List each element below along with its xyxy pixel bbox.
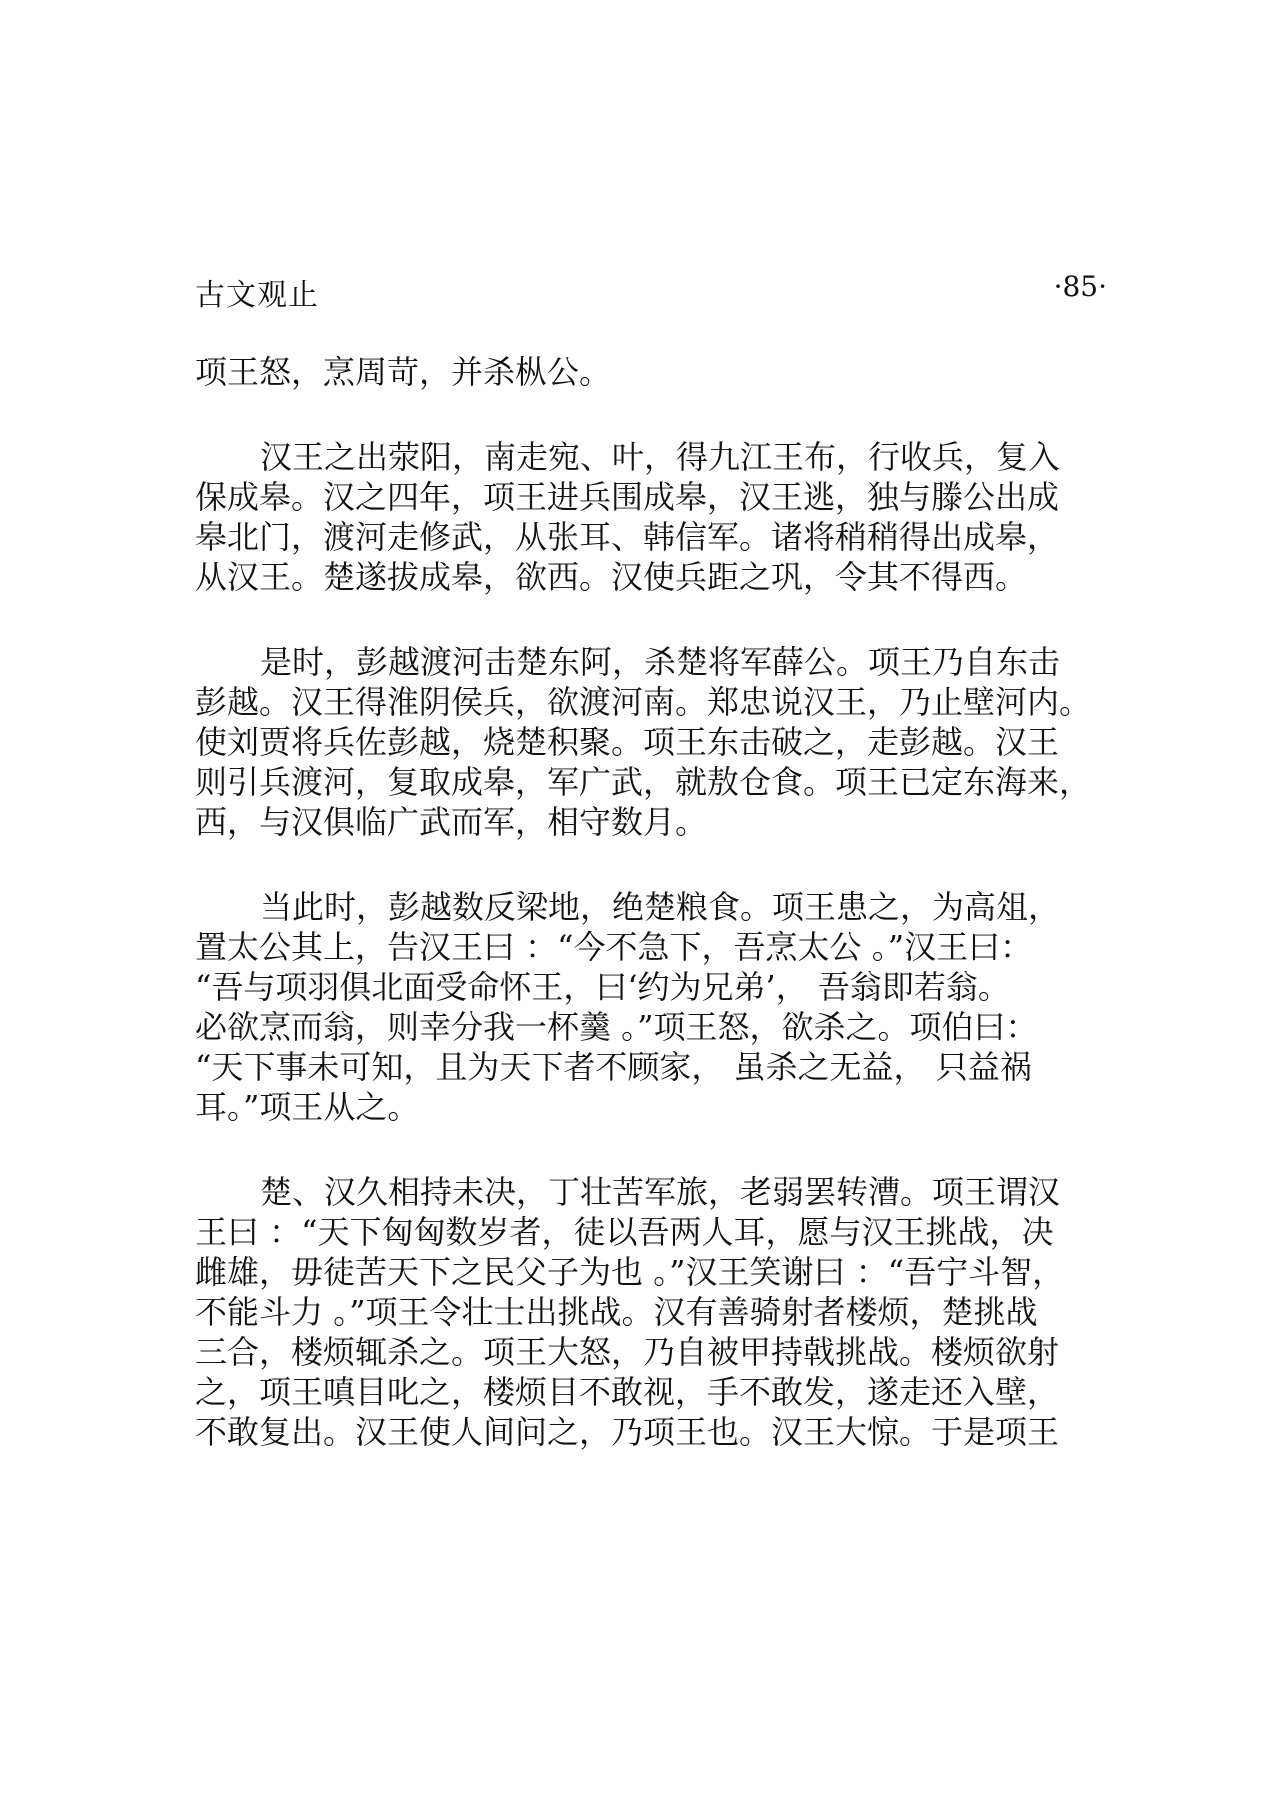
text-line: 耳。”项王从之。: [195, 1088, 420, 1126]
paragraph: [195, 352, 1115, 392]
paragraph: [195, 887, 1115, 1127]
text-line: 不敢复出。汉王使人间问之，乃项王也。汉王大惊。于是项王: [195, 1413, 1060, 1451]
text-line: 三合，楼烦辄杀之。项王大怒，乃自被甲持戟挑战。楼烦欲射: [195, 1333, 1060, 1371]
body-text: [195, 352, 1115, 1497]
text-line: 从汉王。楚遂拔成皋，欲西。汉使兵距之巩，令其不得西。: [195, 558, 1028, 596]
paragraph: [195, 437, 1115, 597]
page-number: ·85·: [1053, 270, 1107, 303]
text-line: “天下事未可知，且为天下者不顾家， 虽杀之无益， 只益祸: [195, 1048, 1032, 1086]
text-line: 之，项王嗔目叱之，楼烦目不敢视，手不敢发，遂走还入壁，: [195, 1373, 1060, 1411]
paragraph: [195, 642, 1115, 842]
text-line: “吾与项羽俱北面受命怀王，曰‘约为兄弟’， 吾翁即若翁。: [195, 968, 1010, 1006]
text-line: 不能斗力 。”项王令壮士出挑战。汉有善骑射者楼烦，楚挑战: [195, 1293, 1038, 1331]
text-line: 王曰 ：“天下匈匈数岁者，徒以吾两人耳，愿与汉王挑战，决: [195, 1213, 1054, 1251]
text-line: 彭越。汉王得淮阴侯兵，欲渡河南。郑忠说汉王，乃止壁河内。: [195, 683, 1092, 721]
text-line: 使刘贾将兵佐彭越，烧楚积聚。项王东击破之，走彭越。汉王: [195, 723, 1060, 761]
paragraph: [195, 1172, 1115, 1452]
text-line: 是时，彭越渡河击楚东阿，杀楚将军薛公。项王乃自东击: [260, 643, 1061, 681]
text-line: 楚、汉久相持未决，丁壮苦军旅，老弱罢转漕。项王谓汉: [260, 1173, 1061, 1211]
text-line: 项王怒，烹周苛，并杀枞公。: [195, 353, 612, 391]
book-title: 古文观止: [195, 278, 319, 313]
running-head: [195, 270, 1107, 313]
text-line: 皋北门，渡河走修武，从张耳、韩信军。诸将稍稍得出成皋，: [195, 518, 1060, 556]
text-line: 必欲烹而翁，则幸分我一杯羹 。”项王怒，欲杀之。项伯曰：: [195, 1008, 1038, 1046]
text-line: 汉王之出荥阳，南走宛、叶，得九江王布，行收兵，复入: [260, 438, 1061, 476]
text-line: 置太公其上，告汉王曰 ：“今不急下，吾烹太公 。”汉王曰：: [195, 928, 1033, 966]
text-line: 当此时，彭越数反梁地，绝楚粮食。项王患之，为高俎，: [260, 888, 1061, 926]
text-line: 保成皋。汉之四年，项王进兵围成皋，汉王逃，独与滕公出成: [195, 478, 1060, 516]
text-line: 雌雄，毋徒苦天下之民父子为也 。”汉王笑谢曰 ：“吾宁斗智，: [195, 1253, 1065, 1291]
text-line: 则引兵渡河，复取成皋，军广武，就敖仓食。项王已定东海来，: [195, 763, 1092, 801]
text-line: 西，与汉俱临广武而军，相守数月。: [195, 803, 708, 841]
